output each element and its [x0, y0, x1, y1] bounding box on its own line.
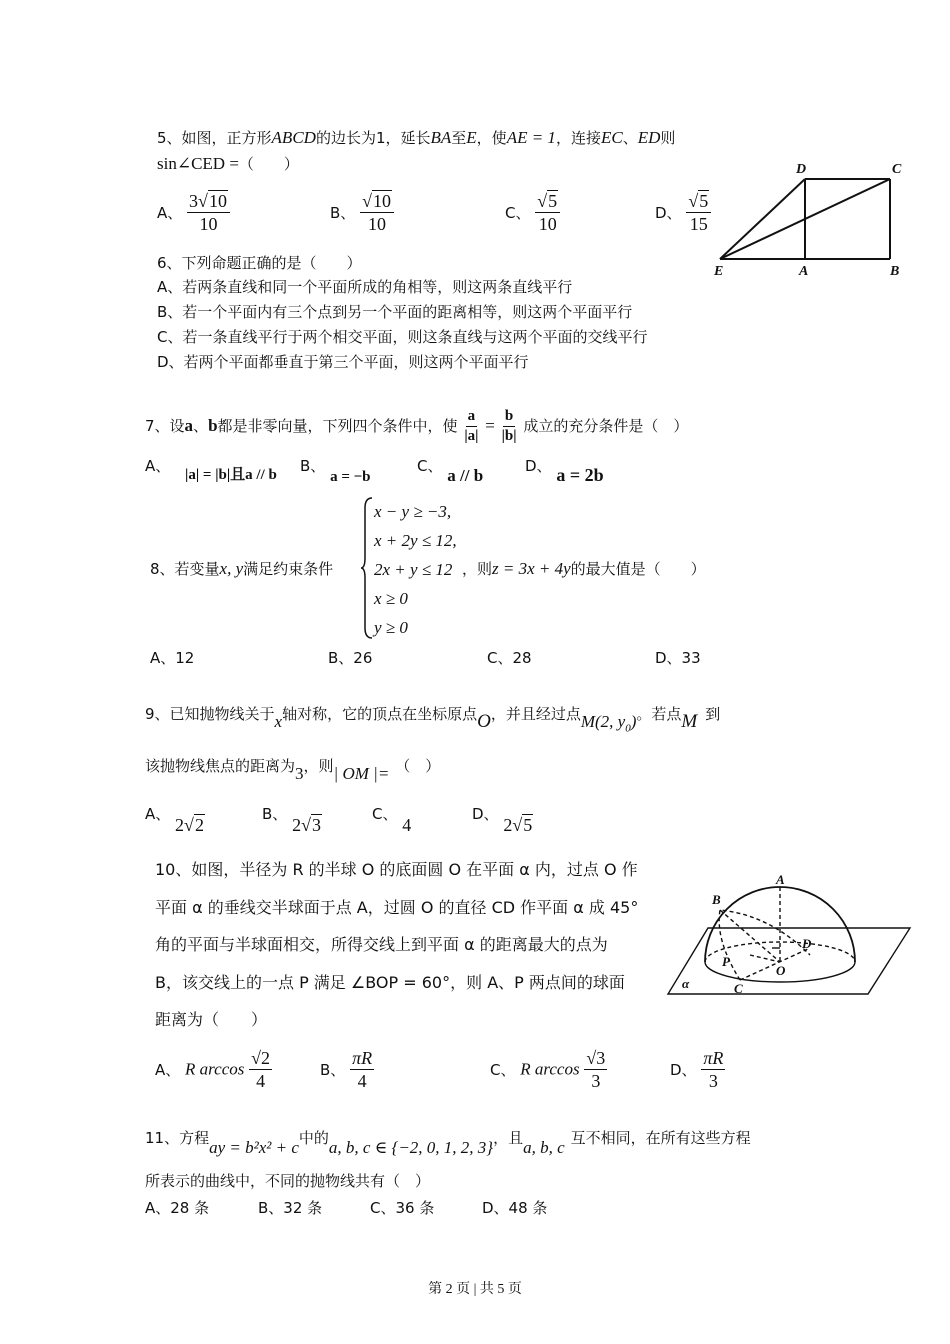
text: EC	[600, 128, 623, 147]
fraction: $\frac{3√10}{10}$	[187, 190, 230, 235]
q6-stem: 6、下列命题正确的是（ ）	[157, 254, 362, 272]
text: a = −b	[330, 469, 371, 485]
text: 4	[357, 1071, 367, 1091]
point-m	[580, 712, 637, 735]
text: B、	[320, 1061, 346, 1079]
text: 9、已知抛物线关于	[145, 705, 275, 723]
text: R arccos	[185, 1059, 245, 1079]
text: |a| = |b|且a // b	[185, 467, 277, 483]
q9-option-c[interactable]	[372, 803, 412, 835]
text: C、	[417, 457, 443, 475]
text: D、	[670, 1061, 697, 1079]
text: | OM |=	[333, 764, 390, 783]
text: ，且	[493, 1129, 524, 1147]
text: 都是非零向量，下列四个条件中，使	[217, 417, 458, 435]
text: ay = b²x² + c	[209, 1138, 299, 1157]
text: =	[485, 416, 495, 435]
text: x, y	[219, 559, 244, 578]
text: √2	[251, 1048, 271, 1068]
q10-hemisphere-figure	[660, 870, 916, 1000]
text: 满足约束条件	[243, 560, 334, 578]
q8-stem-left	[150, 559, 333, 579]
segment-ed	[720, 179, 805, 259]
text: 3	[591, 1071, 601, 1091]
q9-option-b[interactable]	[262, 803, 322, 835]
q11-line1	[145, 1123, 751, 1157]
q5-line2	[157, 154, 299, 174]
text: 的最大值是（ ）	[570, 560, 706, 578]
text: （ ）	[395, 757, 441, 775]
label-p: P	[722, 954, 730, 969]
text: ，使	[476, 129, 507, 147]
text: 10	[538, 214, 557, 234]
text: 、	[622, 129, 638, 147]
text: 5	[548, 191, 558, 211]
text: ED	[637, 128, 661, 147]
text: 中的	[298, 1129, 329, 1147]
text: ，则	[303, 757, 334, 775]
text: ，则	[462, 560, 493, 578]
text: 8、若变量	[150, 560, 220, 578]
fraction	[462, 407, 480, 446]
text: M(2, y	[580, 712, 626, 731]
q6-option-c[interactable]: C、若一条直线平行于两个相交平面，则这条直线与这两个平面的交线平行	[157, 328, 648, 346]
q11-option-d[interactable]: D、48 条	[482, 1199, 548, 1217]
text: 、	[193, 417, 209, 435]
text: 7、设	[145, 417, 185, 435]
fraction: $\frac{√5}{15}$	[686, 190, 711, 235]
text: B、	[262, 805, 288, 823]
text: sin∠CED =	[157, 154, 239, 173]
label-o: O	[776, 963, 786, 978]
text: A、	[145, 805, 171, 823]
text: πR	[703, 1048, 724, 1068]
q11-line2: 所表示的曲线中，不同的抛物线共有（ ）	[145, 1172, 431, 1190]
text: ABCD	[271, 128, 316, 147]
q5-line1	[157, 128, 675, 148]
q7-stem	[145, 403, 688, 449]
text: A、	[155, 1061, 181, 1079]
text: 3	[295, 764, 304, 783]
text: √3	[586, 1048, 606, 1068]
text: 3	[708, 1071, 718, 1091]
text: )	[630, 712, 637, 731]
text: A、	[157, 204, 183, 222]
text: 。若点	[636, 705, 682, 723]
text: A、	[145, 457, 171, 475]
fraction	[500, 407, 519, 446]
text: 10	[208, 191, 227, 211]
label-b: B	[890, 264, 900, 279]
text: D、	[525, 457, 552, 475]
q8-option-a[interactable]: A、12	[150, 649, 195, 667]
text: 4	[402, 815, 412, 835]
text: ，并且经过点	[490, 705, 581, 723]
text: 该抛物线焦点的距离为	[145, 757, 296, 775]
q11-option-c[interactable]: C、36 条	[370, 1199, 435, 1217]
label-b: B	[712, 892, 721, 907]
text: 5、如图，正方形	[157, 129, 272, 147]
q10-line4: B，该交线上的一点 P 满足 ∠BOP = 60°，则 A、P 两点间的球面	[155, 973, 625, 992]
fraction: $\frac{√5}{10}$	[535, 190, 560, 235]
label-d: D	[802, 936, 812, 951]
text: 成立的充分条件是（ ）	[523, 417, 689, 435]
text: 10	[368, 214, 387, 234]
text: E	[466, 128, 477, 147]
q8-option-c[interactable]: C、28	[487, 649, 532, 667]
text: 10	[199, 214, 218, 234]
text: 2	[503, 815, 513, 835]
fraction	[350, 1047, 374, 1092]
q7-option-c[interactable]	[417, 455, 484, 485]
label-d: D	[796, 162, 807, 177]
q10-option-d[interactable]	[670, 1047, 725, 1092]
q10-option-b[interactable]	[320, 1047, 374, 1092]
q10-option-c[interactable]	[490, 1047, 607, 1092]
text: 到	[705, 705, 721, 723]
q9-option-d[interactable]	[472, 803, 533, 835]
text: R arccos	[520, 1059, 580, 1079]
label-alpha: α	[682, 976, 690, 991]
q5-square-figure	[700, 155, 920, 280]
text: 2	[175, 815, 185, 835]
q7-option-a[interactable]	[145, 455, 277, 483]
label-a: A	[776, 872, 785, 887]
text: O	[477, 711, 491, 732]
text: 3	[311, 815, 321, 835]
text: πR	[352, 1048, 373, 1068]
label-c: C	[734, 981, 743, 996]
text: C、	[490, 1061, 516, 1079]
text: a, b, c	[523, 1138, 565, 1157]
text: D、	[472, 805, 499, 823]
text: a	[184, 416, 194, 435]
text: BA	[430, 128, 452, 147]
text: 4	[256, 1071, 266, 1091]
q11-option-a[interactable]: A、28 条	[145, 1199, 210, 1217]
q8-left-brace	[360, 496, 374, 640]
q10-option-a[interactable]	[155, 1047, 272, 1092]
text: |b|	[501, 428, 517, 444]
q7-option-d[interactable]	[525, 455, 604, 485]
constraint-5: y ≥ 0	[374, 618, 408, 637]
value: 2√3	[292, 815, 321, 835]
text: 的边长为1，延长	[315, 129, 431, 147]
q5-option-b[interactable]	[330, 190, 394, 235]
text: 11、方程	[145, 1129, 210, 1147]
label-e: E	[714, 264, 724, 279]
value: 2√5	[503, 815, 533, 835]
text: 5	[699, 191, 709, 211]
text: a = 2b	[556, 465, 604, 485]
fraction	[584, 1047, 607, 1092]
text: M	[681, 711, 698, 732]
text: AE = 1	[506, 128, 556, 147]
text: D、	[655, 204, 682, 222]
text: 2	[292, 815, 302, 835]
text: a, b, c ∈ {−2, 0, 1, 2, 3}	[328, 1138, 494, 1157]
text: b	[503, 407, 515, 427]
q6-option-d[interactable]: D、若两个平面都垂直于第三个平面，则这两个平面平行	[157, 353, 529, 371]
text: 互不相同，在所有这些方程	[570, 1129, 751, 1147]
page-footer: 第 2 页 | 共 5 页	[428, 1282, 522, 1297]
q7-option-b[interactable]	[300, 455, 371, 485]
fraction	[701, 1047, 725, 1092]
text: 10	[372, 191, 391, 211]
text: B、	[330, 204, 356, 222]
q8-constraints	[374, 497, 457, 642]
q9-line2	[145, 752, 441, 783]
constraint-1: x − y ≥ −3,	[374, 502, 452, 521]
text: b	[208, 416, 218, 435]
q9-line1	[145, 700, 720, 734]
q11-option-b[interactable]: B、32 条	[258, 1199, 323, 1217]
text: 3	[189, 191, 199, 211]
text: 0	[625, 722, 631, 735]
text: 15	[689, 214, 708, 234]
fraction	[249, 1047, 272, 1092]
q10-line3: 角的平面与半球面相交，所得交线上到平面 α 的距离最大的点为	[155, 935, 608, 954]
q6-option-a[interactable]: A、若两条直线和同一个平面所成的角相等，则这两条直线平行	[157, 278, 573, 296]
q10-line2: 平面 α 的垂线交半球面于点 A，过圆 O 的直径 CD 作平面 α 成 45°	[155, 898, 639, 917]
text: a // b	[447, 466, 484, 485]
text: C、	[505, 204, 531, 222]
q5-option-a[interactable]	[157, 190, 230, 235]
text: |a|	[464, 428, 479, 444]
text: 至	[451, 129, 467, 147]
text: ，连接	[555, 129, 601, 147]
q9-option-a[interactable]	[145, 803, 205, 835]
text: 则	[660, 129, 676, 147]
text: z = 3x + 4y	[492, 559, 571, 578]
constraint-2: x + 2y ≤ 12,	[374, 531, 457, 550]
text: x	[274, 712, 283, 731]
q6-option-b[interactable]: B、若一个平面内有三个点到另一个平面的距离相等，则这两个平面平行	[157, 303, 633, 321]
q10-line1: 10、如图，半径为 R 的半球 O 的底面圆 O 在平面 α 内，过点 O 作	[155, 860, 638, 879]
text: a	[466, 407, 478, 427]
constraint-4: x ≥ 0	[374, 589, 408, 608]
text: B、	[300, 457, 326, 475]
fraction: $\frac{√10}{10}$	[360, 190, 394, 235]
q8-option-d[interactable]: D、33	[655, 649, 701, 667]
value: 2√2	[175, 815, 204, 835]
text: 5	[523, 815, 533, 835]
diameter-cd	[740, 948, 810, 980]
constraint-3: 2x + y ≤ 12	[374, 560, 453, 579]
label-c: C	[892, 162, 902, 177]
label-a: A	[799, 264, 809, 279]
text: C、	[372, 805, 398, 823]
text: （ ）	[238, 155, 299, 173]
text: 轴对称，它的顶点在坐标原点	[282, 705, 478, 723]
text: 2	[194, 815, 204, 835]
q10-line5: 距离为（ ）	[155, 1010, 268, 1029]
q8-option-b[interactable]: B、26	[328, 649, 373, 667]
q8-stem-right	[462, 559, 706, 579]
q5-option-c[interactable]	[505, 190, 560, 235]
